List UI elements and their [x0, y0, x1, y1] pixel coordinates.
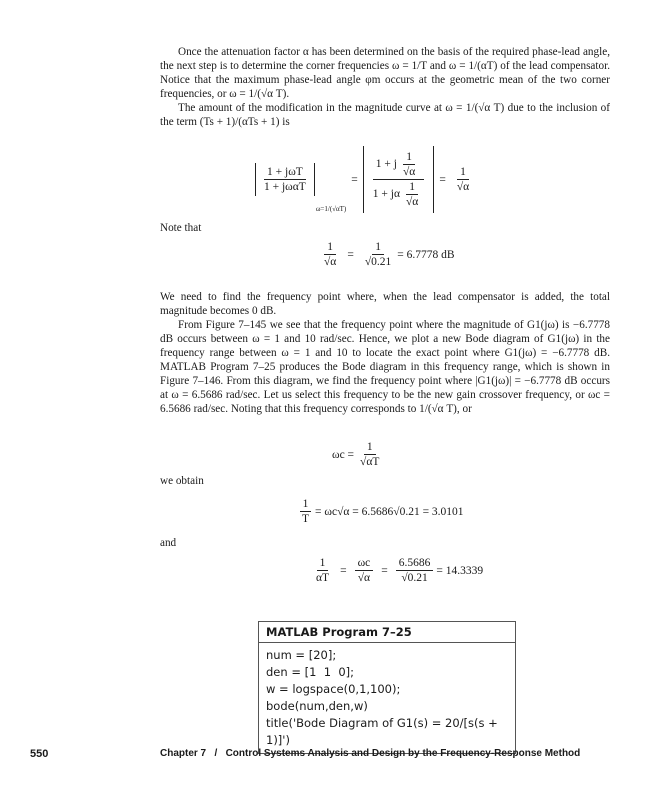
paragraph-crossover-frequency: From Figure 7–145 we see that the frequency point where the magnitude of G1(jω) is −6.7778 dB occurs between ω = 1 and 10 rad/sec. Hence, we plot a new Bode diagram of G1(jω) in the frequency range between ω = 1 and 10 to locate the exact point where G1(jω) = −6.7778 dB. MATLAB Program 7–25 produces the Bode diagram in this frequency range, which is shown in Figure 7–146. From this diagram, we find the frequency point where |G1(jω)| = −6.7778 dB occurs at ω = 6.5686 rad/sec. Let us select this frequency to be the new gain crossover frequency, or ωc = 6.5686 rad/sec. Noting that this frequency corresponds to 1/(√α T), or — [160, 319, 610, 415]
eq-term: √0.21 — [401, 572, 428, 584]
equation-omega-c — [332, 440, 385, 469]
eq-term: √αT — [360, 456, 380, 468]
eq-result: = 6.7778 dB — [397, 248, 455, 261]
eq-result: = ωc√α = 6.5686√0.21 = 3.0101 — [315, 505, 464, 518]
eq-term: ωc = — [332, 448, 355, 461]
eq-term: αT — [316, 572, 330, 584]
equation-one-over-alpha-t: $\frac{1}{\alpha T}$ = $\frac{\omega c}{√\alpha}$ = $\frac{6.5686}{√0.21}$ = 14.3339 — [310, 556, 483, 585]
eq-subscript: ω=1/(√αT) — [315, 205, 347, 213]
equation-magnitude-modification — [255, 146, 475, 213]
chapter-running-title: Chapter 7 / Control Systems Analysis and Design by the Frequency-Response Method — [160, 748, 581, 759]
matlab-program-box — [258, 621, 516, 754]
matlab-program-title: MATLAB Program 7–25 — [259, 622, 515, 643]
eq-term: 6.5686 — [396, 556, 434, 571]
eq-term: √α — [456, 181, 470, 193]
and-text: and — [160, 537, 177, 549]
eq-term: 1 + jωT — [264, 165, 306, 180]
eq-term: √α — [402, 166, 416, 178]
we-obtain: we obtain — [160, 475, 204, 487]
eq-term: 1 — [364, 440, 376, 455]
eq-term: 1 — [403, 150, 415, 165]
matlab-code — [259, 643, 515, 753]
eq-equals: = — [439, 173, 446, 186]
eq-term: 1 — [372, 240, 384, 255]
paragraph-magnitude-modification: The amount of the modification in the magnitude curve at ω = 1/(√α T) due to the inclusion of the term (Ts + 1)/(αTs + 1) is — [160, 102, 610, 128]
eq-term: 1 + jωαT — [264, 181, 306, 193]
eq-term: √0.21 — [364, 256, 392, 268]
equation-db-value: $\frac{1}{√\alpha}$ = $\frac{1}{√0.21}$ = 6.7778 dB — [318, 240, 455, 269]
paragraph-total-magnitude: We need to find the frequency point where, when the lead compensator is added, the total magnitude becomes 0 dB. — [160, 291, 610, 317]
page-number: 550 — [30, 748, 49, 760]
eq-term: 1 — [457, 165, 469, 180]
code-line: title('Bode Diagram of G1(s) = 20/[s(s + 1)]') — [266, 716, 498, 747]
paragraph-corner-frequencies: Once the attenuation factor α has been determined on the basis of the required phase-lead angle, the next step is to determine the corner frequencies ω = 1/T and ω = 1/(αT) of the lead compensator. Notice that the maximum phase-lead angle φm occurs at the geometric mean of the two corner frequencies, or ω = 1/(√α T). — [160, 46, 610, 100]
eq-result: = 14.3339 — [436, 564, 484, 577]
code-line: num = [20]; — [266, 648, 337, 662]
eq-term: 1 + j — [375, 158, 397, 171]
eq-term: 1 — [317, 556, 329, 571]
eq-term: √α — [357, 572, 371, 584]
eq-term: ωc — [355, 556, 374, 571]
eq-term: 1 — [406, 180, 418, 195]
equation-one-over-t — [296, 497, 464, 526]
code-line: bode(num,den,w) — [266, 699, 368, 713]
code-line: den = [1 1 0]; — [266, 665, 355, 679]
note-that: Note that — [160, 222, 202, 234]
eq-term: 1 — [324, 240, 336, 255]
eq-term: 1 — [300, 497, 312, 512]
eq-term: T — [302, 513, 310, 525]
code-line: w = logspace(0,1,100); — [266, 682, 401, 696]
eq-term: 1 + jα — [372, 188, 400, 201]
eq-term: √α — [324, 256, 337, 268]
eq-term: √α — [405, 196, 419, 208]
eq-equals: = — [351, 173, 358, 186]
